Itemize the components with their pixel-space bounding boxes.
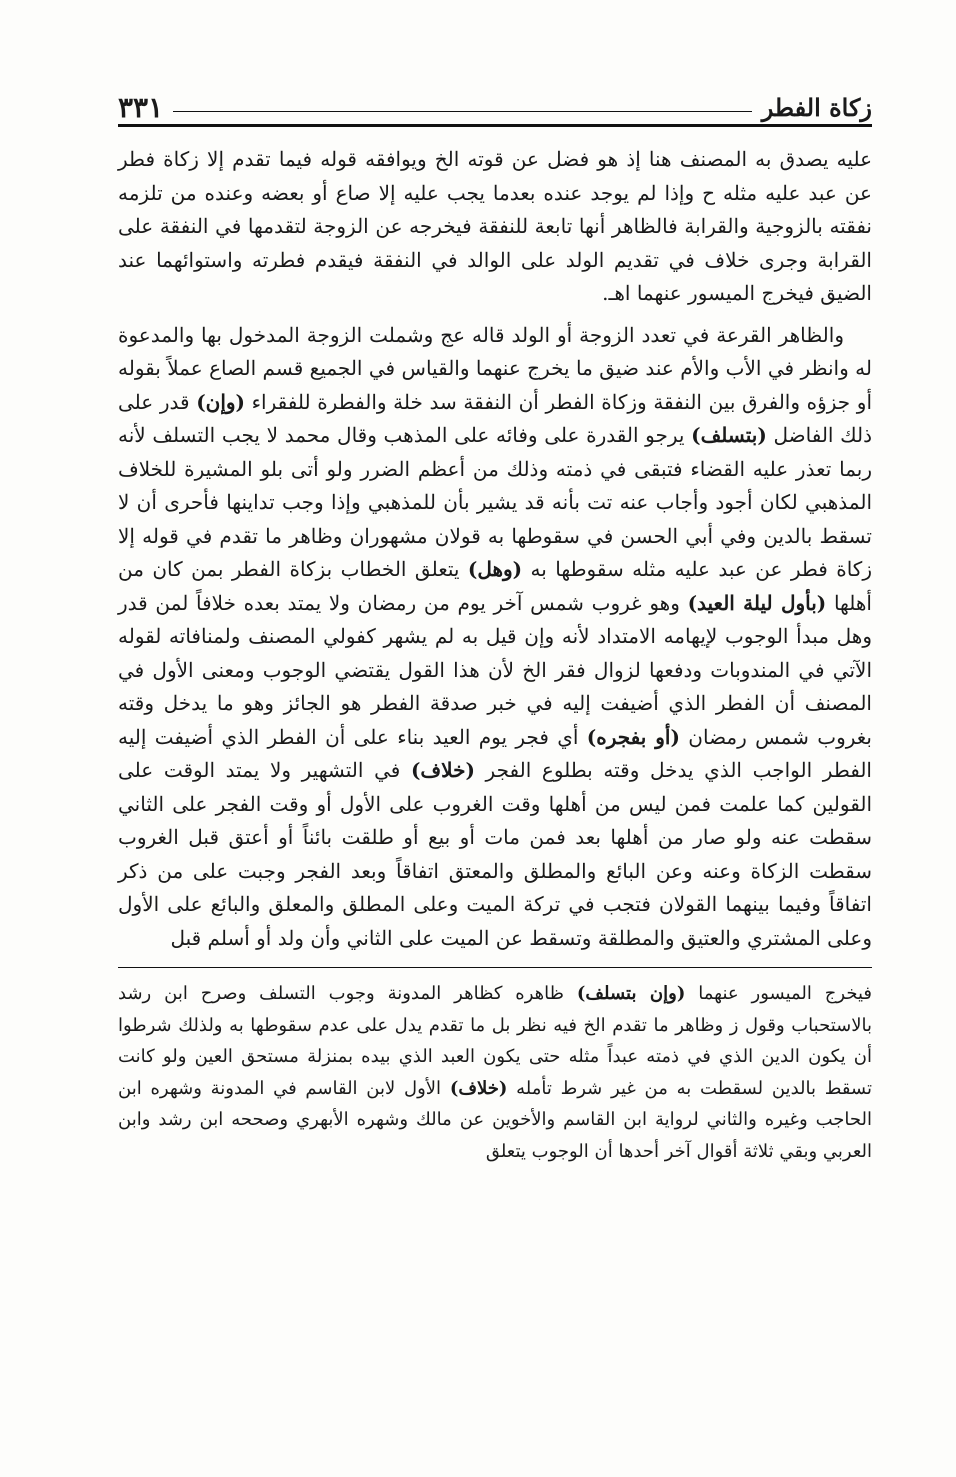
text-run: يرجو القدرة على وفائه على المذهب وقال محمد لا يجب التسلف لأنه ربما تعذر عليه القضاء فتبقى في ذمته وذلك من أعظم الضرر ولو أتى بلو المشيرة للخلاف المذهبي لكان أجود وأجاب عنه تت بأنه قد يشير بأن للمذهبي وإذا وجب تداينها فأحرى أن لا تسقط بالدين وفي أبي الحسن في سقوطها به قولان مشهوران وظاهر ما تقدم في قوله إلا زكاة فطر عن عبد عليه مثله سقوطها به xyxy=(118,423,872,581)
bold-term: (وإن بتسلف) xyxy=(576,983,686,1004)
text-run: والظاهر القرعة في تعدد الزوجة أو الولد قاله عج وشملت الزوجة المدخول بها والمدعوة له وانظر في الأب والأم عند ضيق ما يخرج عنهما والقياس في الجميع قسم الصاع عملاً بقوله أو جزؤه والفرق بين النفقة وزكاة الفطر أن النفقة سد خلة والفطرة للفقراء xyxy=(118,322,873,414)
text-run: أي فجر يوم العيد بناء على أن الفطر الذي أضيفت إليه الفطر الواجب الذي يدخل وقته بطلوع الفجر xyxy=(118,724,872,782)
text-run: يتعلق الخطاب بزكاة الفطر بمن كان من أهلها xyxy=(118,557,872,615)
running-header xyxy=(118,84,872,127)
chapter-title: زكاة الفطر xyxy=(761,93,872,122)
footnote xyxy=(118,978,872,1167)
text-run: ظاهره كظاهر المدونة وجوب التسلف وصرح ابن رشد بالاستحباب وقول ز وظاهر ما تقدم الخ فيه نظر بل ما تقدم يدل على عدم سقوطها به ولذلك شرطوا أن يكون الدين الذي في ذمته عبداً مثله حتى يكون العبد الذي بيده بمنزلة مستحق العين ولو كانت تسقط بالدين لسقطت به من غير شرط تأمله xyxy=(118,983,872,1099)
bold-term: (خلاف) xyxy=(449,1077,508,1099)
header-rule xyxy=(173,111,752,112)
bold-term: (وإن) xyxy=(196,389,246,414)
page-number: ٣٣١ xyxy=(118,91,164,124)
main-text xyxy=(118,143,872,955)
bold-term: (بتسلف) xyxy=(691,423,767,447)
paragraph-1: عليه يصدق به المصنف هنا إذ هو فضل عن قوته الخ ويوافقه قوله فيما تقدم إلا زكاة فطر عن عبد عليه مثله ح وإذا لم يوجد عنده بعدما يجب عليه إلا صاع أو بعضه وعنده من تلزمه نفقته بالزوجية والقرابة فالظاهر أنها تابعة للنفقة فيخرجه عن الزوجة لتقدمها في النفقة على القرابة وجرى خلاف في تقديم الولد على الوالد في النفقة فيقدم فطرته واستوائهما عند الضيق فيخرج الميسور عنهما اهـ. xyxy=(118,147,872,305)
text-run: الأول لابن القاسم في المدونة وشهره ابن الحاجب وغيره والثاني لرواية ابن القاسم والأخوين عن مالك وشهره الأبهري وصححه ابن رشد وابن العربي وبقي ثلاثة أقوال آخر أحدها أن الوجوب يتعلق xyxy=(118,1077,873,1162)
bold-term: (أو بفجره) xyxy=(586,724,680,749)
bold-term: (وهل) xyxy=(467,557,523,581)
book-page xyxy=(118,84,872,1167)
text-run: وهو غروب شمس آخر يوم من رمضان ولا يمتد بعده خلافاً لمن قدر وهل مبدأ الوجوب لإيهامه الامتداد لأنه وإن قيل به لم يشهر كفولي المصنف ولمنافاته لقوله الآتي في المندوبات ودفعها لزوال فقر الخ لأن هذا القول يقتضي الوجوب ومعنى الأول في المصنف أن الفطر الذي أضيفت إليه في خبر صدقة الفطر هو الجائز وهو ما يدخل وقته بغروب شمس رمضان xyxy=(118,590,872,749)
bold-term: (بأول ليلة العيد) xyxy=(687,590,827,615)
text-run: في التشهير ولا يمتد الوقت على القولين كما علمت فمن ليس من أهلها وقت الغروب على الأول أو وقت الفجر على الثاني سقطت عنه ولو صار من أهلها بعد فمن مات أو بيع أو طلقت بائناً أو أعتق قبل الغروب سقطت الزكاة وعنه وعن البائع والمطلق والمعتق اتفاقاً وبعد الفجر وجبت على من ذكر اتفاقاً وفيما بينهما القولان فتجب في تركة الميت وعلى المطلق والمعلق والبائع على الأول وعلى المشتري والعتيق والمطلقة وتسقط عن الميت على الثاني وأن ولد أو أسلم قبل xyxy=(118,758,872,950)
bold-term: (خلاف) xyxy=(410,758,475,782)
footnote-paragraph xyxy=(118,978,872,1167)
paragraph-2 xyxy=(118,319,872,956)
text-run: قدر على ذلك الفاضل xyxy=(118,389,873,447)
footnote-divider xyxy=(118,967,872,968)
text-run: فيخرج الميسور عنهما xyxy=(685,983,872,1004)
